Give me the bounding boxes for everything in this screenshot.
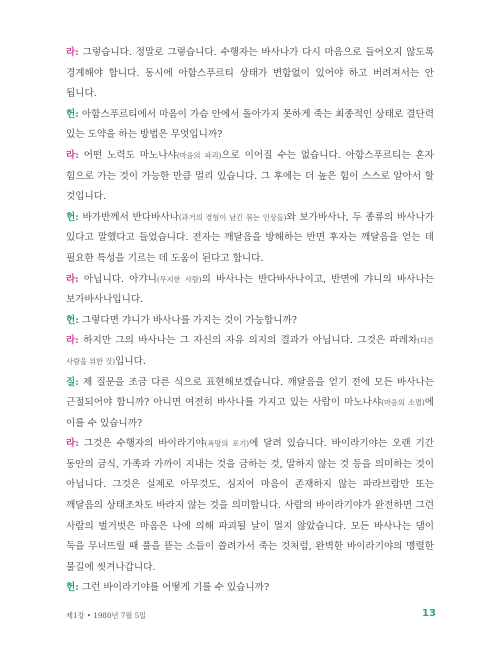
dialogue-text: 바가반께서 반다바사나 <box>82 211 179 223</box>
dialogue-text: 에 달려 있습니다. 바이라기야는 오랜 기간 동안의 금식, 가족과 가까이 지내는 것을 금하는 것, 말하지 않는 것 등을 의미하는 것이 아닙니다. 그것은 실제로 아무것도, 심지어 마음이 존재하지 않는 파라브람만 또는 깨달음의 상태조차도 바라지 않는 것을 의미합니다. 사람의 바이라기야가 완전하면 그런 사람의 벌거벗은 마음은 나에 의해 파괴될 날이 멀지 않았습니다. 모든 바사나는 댐이 둑을 무너뜨릴 때 풀을 뜯는 소들이 쓸려가서 죽는 것처럼, 완벽한 바이라기야의 맹렬한 물길에 씻겨나갑니다. <box>66 438 435 573</box>
speaker-label: 라: <box>66 273 79 285</box>
dialogue-text: 와 보가바사나, 두 종류의 바사나가 있다고 말했다고 들었습니다. 전자는 깨달음을 방해하는 반면 후자는 깨달음을 얻는 데 필요한 특성을 기르는 데 도움이 된다고 합니다. <box>66 211 434 264</box>
gloss-text: (욕망의 포기) <box>204 439 250 449</box>
dialogue-text: 아함스푸르티에서 마음이 가슴 안에서 돌아가지 못하게 죽는 최종적인 상태로 결단력 있는 도약을 하는 방법은 무엇입니까? <box>66 108 434 141</box>
dialogue-text: 으로 이어질 수는 없습니다. 아함스푸르티는 혼자 힘으로 가는 것이 가능한 만큼 멀리 있습니다. 그 후에는 더 높은 힘이 스스로 알아서 할 것입니다. <box>66 149 434 203</box>
gloss-text: (마음의 파괴) <box>176 150 222 160</box>
dialogue-paragraph <box>66 43 434 105</box>
dialogue-text: 그렇습니다. 정말로 그렇습니다. 수행자는 바사나가 다시 마음으로 들어오지 않도록 경계해야 합니다. 동시에 아함스푸르티 상태가 변함없이 있어야 하고 버려져서는 안 됩니다. <box>66 47 434 100</box>
dialogue-text: 하지만 그의 바사나는 그 자신의 자유 의지의 결과가 아닙니다. 그것은 파레차 <box>83 335 418 347</box>
dialogue-text: 어떤 노력도 마노나샤 <box>83 149 177 161</box>
dialogue-text: 그것은 수행자의 바이라기야 <box>83 438 205 450</box>
gloss-text: (마음의 소멸) <box>381 398 425 408</box>
speaker-label: 질: <box>66 376 79 388</box>
dialogue-body <box>66 43 434 599</box>
speaker-label: 라: <box>66 149 79 161</box>
dialogue-text: 의 바사나는 반다바사나이고, 반면에 갸니의 바사나는 보가바사나입니다. <box>66 273 434 306</box>
dialogue-paragraph <box>66 373 434 435</box>
dialogue-paragraph <box>66 578 434 599</box>
dialogue-paragraph <box>66 270 434 311</box>
dialogue-text: 그렇다면 갸니가 바사나를 가지는 것이 가능합니까? <box>81 314 297 326</box>
speaker-label: 라: <box>66 438 79 450</box>
speaker-label: 헌: <box>66 582 79 594</box>
dialogue-text: 에 이를 수 있습니까? <box>66 397 434 429</box>
gloss-text: (과거의 경험이 남긴 묶는 인상들) <box>178 212 287 222</box>
dialogue-text: 입니다. <box>115 355 146 367</box>
chapter-footer: 제1장 • 1980년 7월 5일 <box>66 611 147 620</box>
dialogue-paragraph <box>66 208 434 270</box>
gloss-text: (무지한 사람) <box>156 274 202 284</box>
speaker-label: 헌: <box>66 211 79 223</box>
dialogue-paragraph <box>66 105 434 146</box>
dialogue-paragraph <box>66 311 434 332</box>
dialogue-paragraph <box>66 331 434 372</box>
dialogue-paragraph <box>66 146 434 208</box>
speaker-label: 라: <box>66 47 79 58</box>
speaker-label: 라: <box>66 335 79 347</box>
dialogue-text: 그런 바이라기야를 어떻게 기를 수 있습니까? <box>81 582 270 594</box>
dialogue-text: 아닙니다. 아갸니 <box>83 273 157 285</box>
dialogue-text: 제 질문을 조금 다른 식으로 표현해보겠습니다. 깨달음을 얻기 전에 모든 바사나는 근절되어야 합니까? 아니면 여전히 바사나를 가지고 있는 사람이 마노나샤 <box>66 376 434 409</box>
speaker-label: 헌: <box>66 108 79 120</box>
dialogue-paragraph <box>66 434 434 578</box>
speaker-label: 헌: <box>66 314 79 326</box>
page-number: 13 <box>422 608 436 619</box>
gloss-text: (다른 사람을 위한 것) <box>66 336 434 366</box>
